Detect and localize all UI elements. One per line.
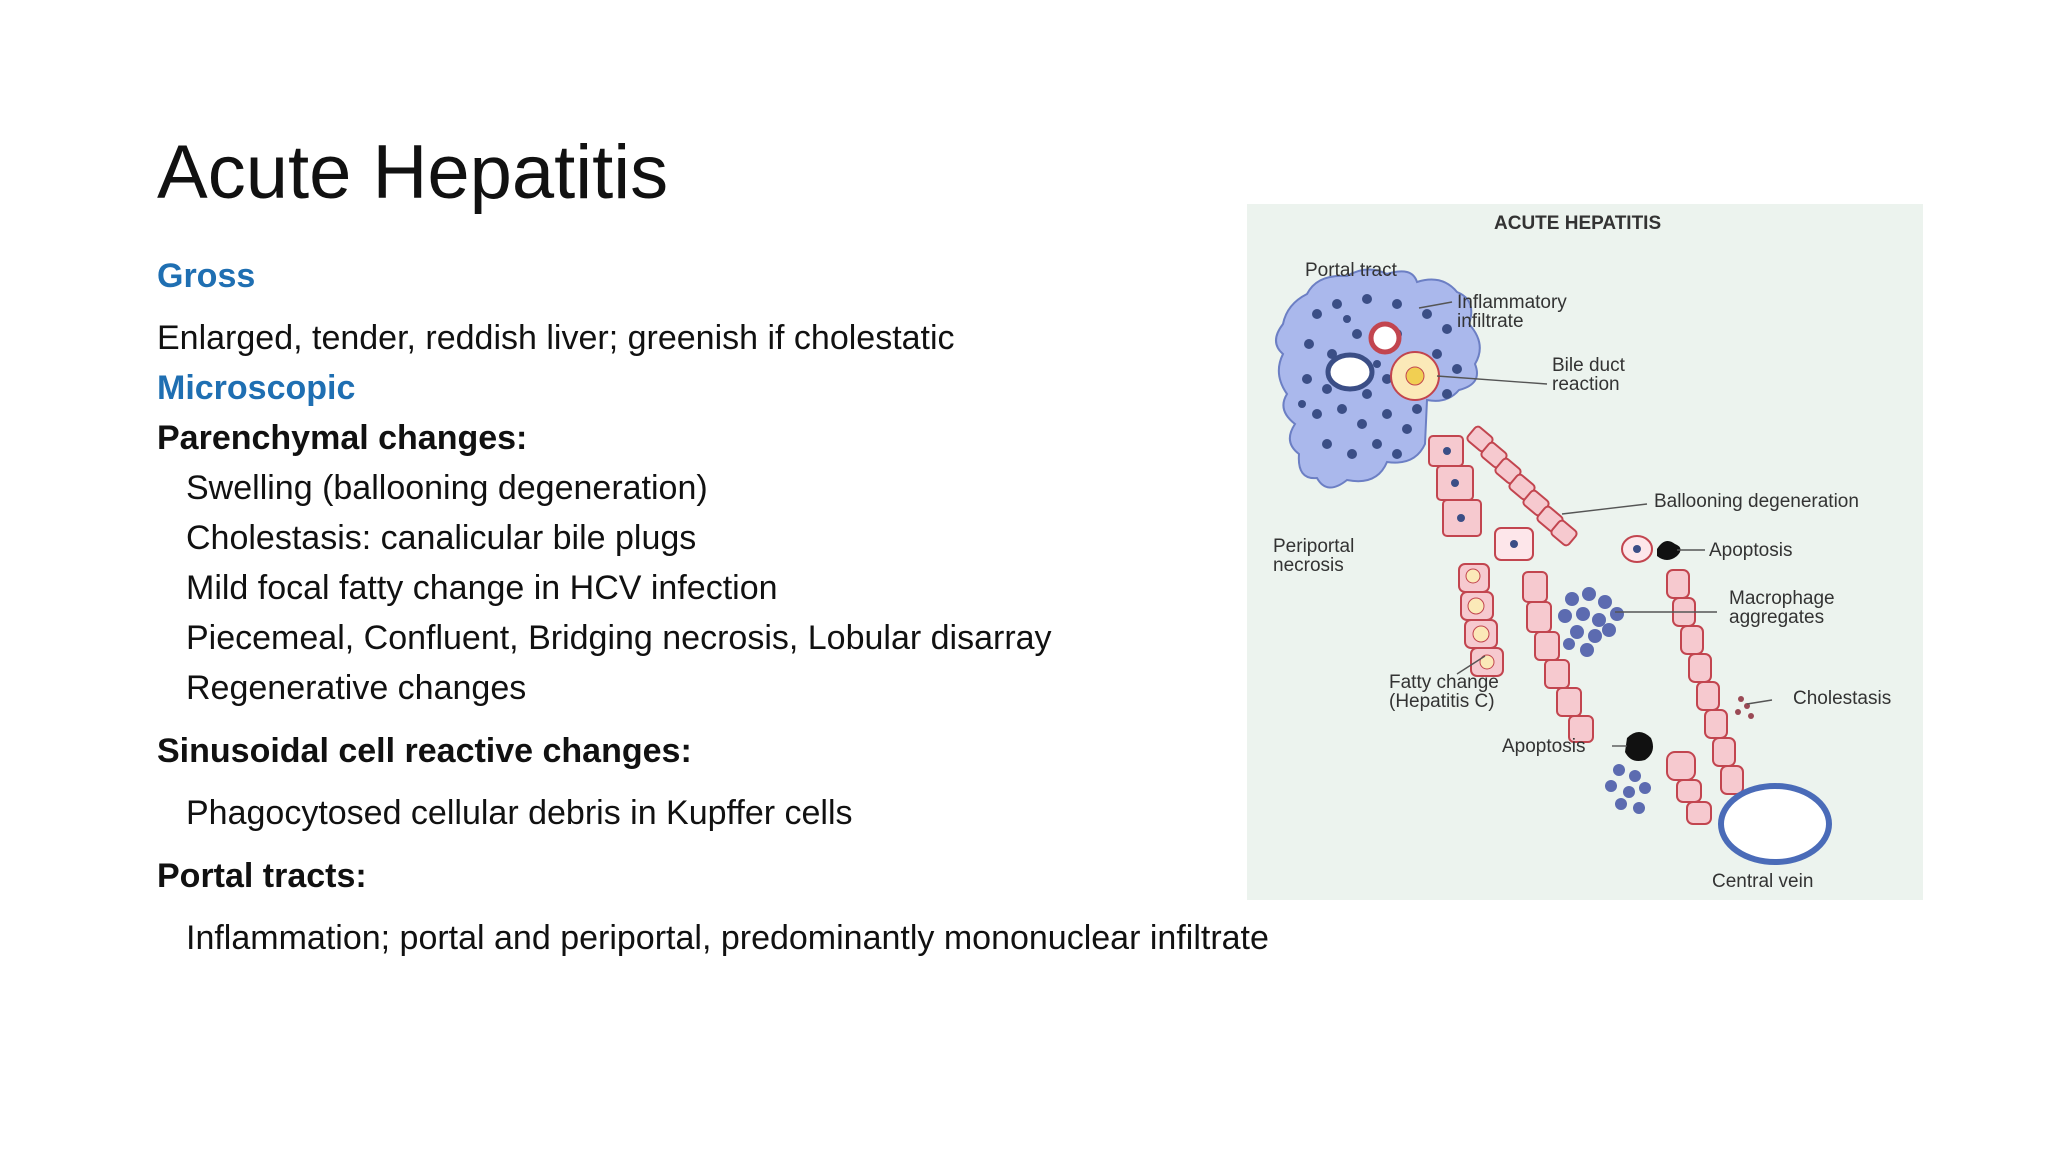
parenchymal-item: Regenerative changes [186, 669, 527, 707]
diagram-svg [1247, 204, 1923, 900]
label-apoptosis-top: Apoptosis [1709, 540, 1793, 561]
sinusoidal-item: Phagocytosed cellular debris in Kupffer cells [186, 794, 853, 832]
label-bile-duct-reaction: Bile duct [1552, 355, 1625, 376]
apoptotic-body-bottom [1625, 732, 1653, 761]
bile-duct-lumen [1406, 367, 1424, 385]
gross-text: Enlarged, tender, reddish liver; greenish if cholestatic [157, 319, 955, 357]
label-bile-duct-reaction: reaction [1552, 374, 1620, 395]
portal-item: Inflammation; portal and periportal, predominantly mononuclear infiltrate [186, 919, 1269, 957]
portal-vein-shape [1328, 355, 1372, 389]
label-macrophage-aggregates: aggregates [1729, 607, 1825, 628]
label-periportal-necrosis: necrosis [1273, 555, 1344, 576]
parenchymal-item: Piecemeal, Confluent, Bridging necrosis, Lobular disarray [186, 619, 1052, 657]
label-cholestasis: Cholestasis [1793, 688, 1892, 709]
label-ballooning-degeneration: Ballooning degeneration [1654, 491, 1859, 512]
label-fatty-change: Fatty change [1389, 672, 1499, 693]
label-inflammatory-infiltrate: infiltrate [1457, 311, 1524, 332]
parenchymal-item: Cholestasis: canalicular bile plugs [186, 519, 697, 557]
macrophage-aggregate-upper [1558, 587, 1624, 657]
label-fatty-change: (Hepatitis C) [1389, 691, 1495, 712]
hepatic-artery-shape [1371, 324, 1399, 352]
macrophage-aggregate-lower [1605, 764, 1651, 814]
parenchymal-heading: Parenchymal changes: [157, 419, 528, 457]
gross-heading: Gross [157, 257, 256, 295]
label-macrophage-aggregates: Macrophage [1729, 588, 1835, 609]
central-vein-shape [1721, 786, 1829, 862]
sinusoidal-heading: Sinusoidal cell reactive changes: [157, 732, 692, 770]
parenchymal-item: Mild focal fatty change in HCV infection [186, 569, 778, 607]
portal-heading: Portal tracts: [157, 857, 367, 895]
label-portal-tract: Portal tract [1305, 260, 1397, 281]
label-apoptosis-bottom: Apoptosis [1502, 736, 1586, 757]
hepatocyte-plate-middle [1523, 572, 1593, 742]
page-title: Acute Hepatitis [157, 130, 669, 215]
microscopic-heading: Microscopic [157, 369, 356, 407]
label-central-vein: Central vein [1712, 871, 1814, 892]
label-periportal-necrosis: Periportal [1273, 536, 1355, 557]
acute-hepatitis-diagram [1247, 204, 1923, 900]
parenchymal-item: Swelling (ballooning degeneration) [186, 469, 708, 507]
hepatocyte-plate-lower [1667, 752, 1711, 824]
label-inflammatory-infiltrate: Inflammatory [1457, 292, 1567, 313]
diagram-title: ACUTE HEPATITIS [1494, 213, 1662, 234]
